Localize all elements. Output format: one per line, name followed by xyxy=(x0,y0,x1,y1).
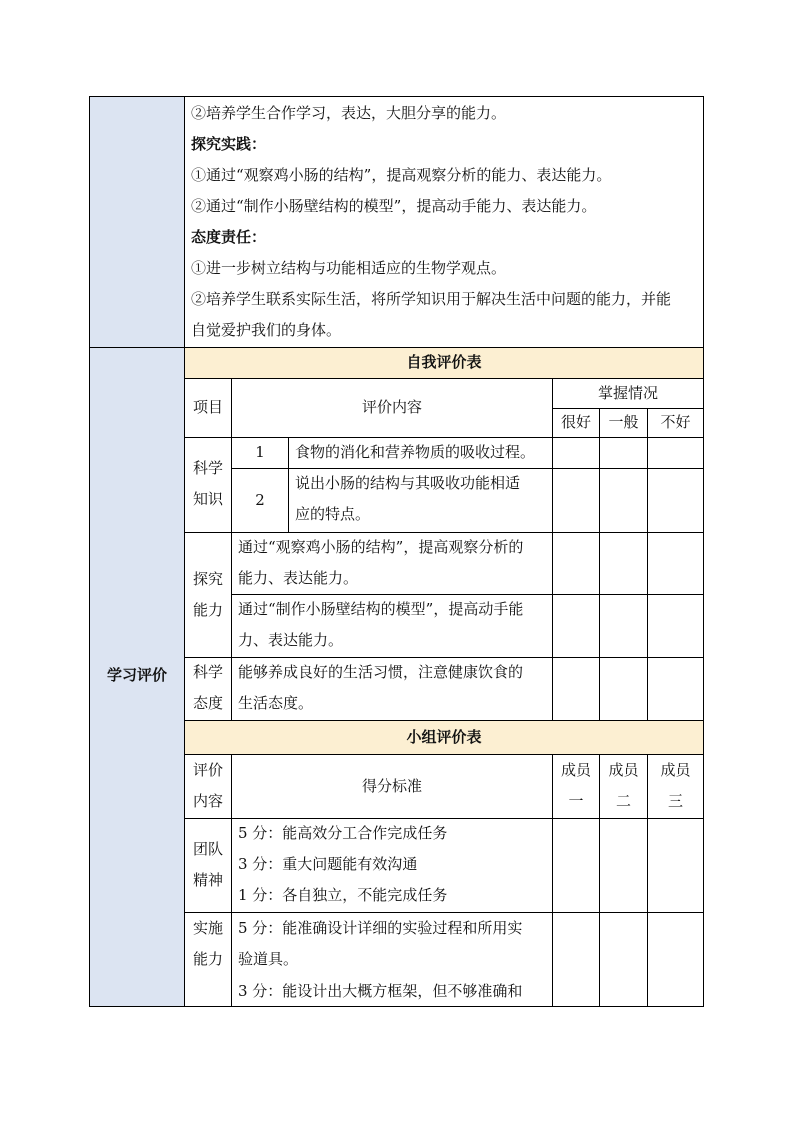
criteria-line: 5 分：能高效分工合作完成任务 xyxy=(238,824,448,842)
implementation-label: 实施 xyxy=(192,919,223,937)
header-item: 项目 xyxy=(192,398,223,416)
rating-cell[interactable] xyxy=(647,594,704,658)
criterion-text: 说出小肠的结构与其吸收功能相适 xyxy=(295,474,521,492)
score-cell[interactable] xyxy=(599,912,648,1007)
level-very-good: 很好 xyxy=(560,413,591,431)
inquiry-label: 探究 xyxy=(192,570,223,588)
self-eval-title: 自我评价表 xyxy=(406,353,482,371)
objective-line: 自觉爱护我们的身体。 xyxy=(191,321,342,339)
criterion-text: 能力、表达能力。 xyxy=(238,569,359,587)
inquiry-label: 能力 xyxy=(192,601,223,619)
criterion-text: 能够养成良好的生活习惯，注意健康饮食的 xyxy=(238,663,524,681)
science-knowledge-label: 知识 xyxy=(192,490,223,508)
objective-line: ②培养学生联系实际生活，将所学知识用于解决生活中问题的能力，并能 xyxy=(191,290,672,308)
score-cell[interactable] xyxy=(552,818,600,913)
objective-line: ①通过“观察鸡小肠的结构”，提高观察分析的能力、表达能力。 xyxy=(191,166,612,184)
rating-cell[interactable] xyxy=(552,532,600,595)
rating-cell[interactable] xyxy=(599,437,648,469)
rating-cell[interactable] xyxy=(552,437,600,469)
attitude-label: 科学 xyxy=(192,663,223,681)
header-content: 评价内容 xyxy=(361,398,422,416)
group-header-criteria: 得分标准 xyxy=(361,777,422,795)
rating-cell[interactable] xyxy=(552,594,600,658)
objective-line: ②通过“制作小肠壁结构的模型”，提高动手能力、表达能力。 xyxy=(191,197,597,215)
criterion-text: 食物的消化和营养物质的吸收过程。 xyxy=(295,443,536,461)
criterion-text: 通过“观察鸡小肠的结构”，提高观察分析的 xyxy=(238,538,524,556)
member-header: 一 xyxy=(568,792,584,810)
score-cell[interactable] xyxy=(647,818,704,913)
attitude-label: 态度 xyxy=(192,694,223,712)
criteria-line: 5 分：能准确设计详细的实验过程和所用实 xyxy=(238,919,523,937)
level-average: 一般 xyxy=(608,413,639,431)
section-heading: 态度责任： xyxy=(191,228,267,246)
team-spirit-label: 团队 xyxy=(192,840,223,858)
side-label: 学习评价 xyxy=(106,666,167,684)
criterion-text: 力、表达能力。 xyxy=(238,631,344,649)
criteria-line: 1 分：各自独立，不能完成任务 xyxy=(238,886,448,904)
section-heading: 探究实践： xyxy=(191,135,267,153)
rating-cell[interactable] xyxy=(552,468,600,533)
group-header-content: 评价 xyxy=(192,761,223,779)
criteria-line: 验道具。 xyxy=(238,950,299,968)
criteria-line: 3 分：重大问题能有效沟通 xyxy=(238,855,418,873)
group-header-content: 内容 xyxy=(192,792,223,810)
score-cell[interactable] xyxy=(647,912,704,1007)
score-cell[interactable] xyxy=(552,912,600,1007)
rating-cell[interactable] xyxy=(599,468,648,533)
rating-cell[interactable] xyxy=(552,657,600,721)
rating-cell[interactable] xyxy=(599,532,648,595)
member-header: 成员 xyxy=(660,761,691,779)
rating-cell[interactable] xyxy=(647,437,704,469)
objective-line: ①进一步树立结构与功能相适应的生物学观点。 xyxy=(191,259,507,277)
rating-cell[interactable] xyxy=(647,657,704,721)
member-header: 成员 xyxy=(560,761,591,779)
criterion-text: 通过“制作小肠壁结构的模型”，提高动手能 xyxy=(238,600,524,618)
criteria-line: 3 分：能设计出大概方框架，但不够准确和 xyxy=(238,982,523,1000)
score-cell[interactable] xyxy=(599,818,648,913)
rating-cell[interactable] xyxy=(647,468,704,533)
member-header: 二 xyxy=(615,792,631,810)
row-number: 2 xyxy=(255,491,265,509)
header-mastery: 掌握情况 xyxy=(597,384,658,402)
rating-cell[interactable] xyxy=(599,594,648,658)
member-header: 成员 xyxy=(608,761,639,779)
member-header: 三 xyxy=(667,792,683,810)
objective-line: ②培养学生合作学习，表达，大胆分享的能力。 xyxy=(191,104,507,122)
rating-cell[interactable] xyxy=(647,532,704,595)
rating-cell[interactable] xyxy=(599,657,648,721)
criterion-text: 应的特点。 xyxy=(295,505,371,523)
science-knowledge-label: 科学 xyxy=(192,459,223,477)
group-eval-title: 小组评价表 xyxy=(406,728,482,746)
top-side-cell xyxy=(89,96,185,348)
implementation-label: 能力 xyxy=(192,950,223,968)
level-poor: 不好 xyxy=(660,413,691,431)
team-spirit-label: 精神 xyxy=(192,871,223,889)
criterion-text: 生活态度。 xyxy=(238,694,314,712)
row-number: 1 xyxy=(255,443,265,461)
